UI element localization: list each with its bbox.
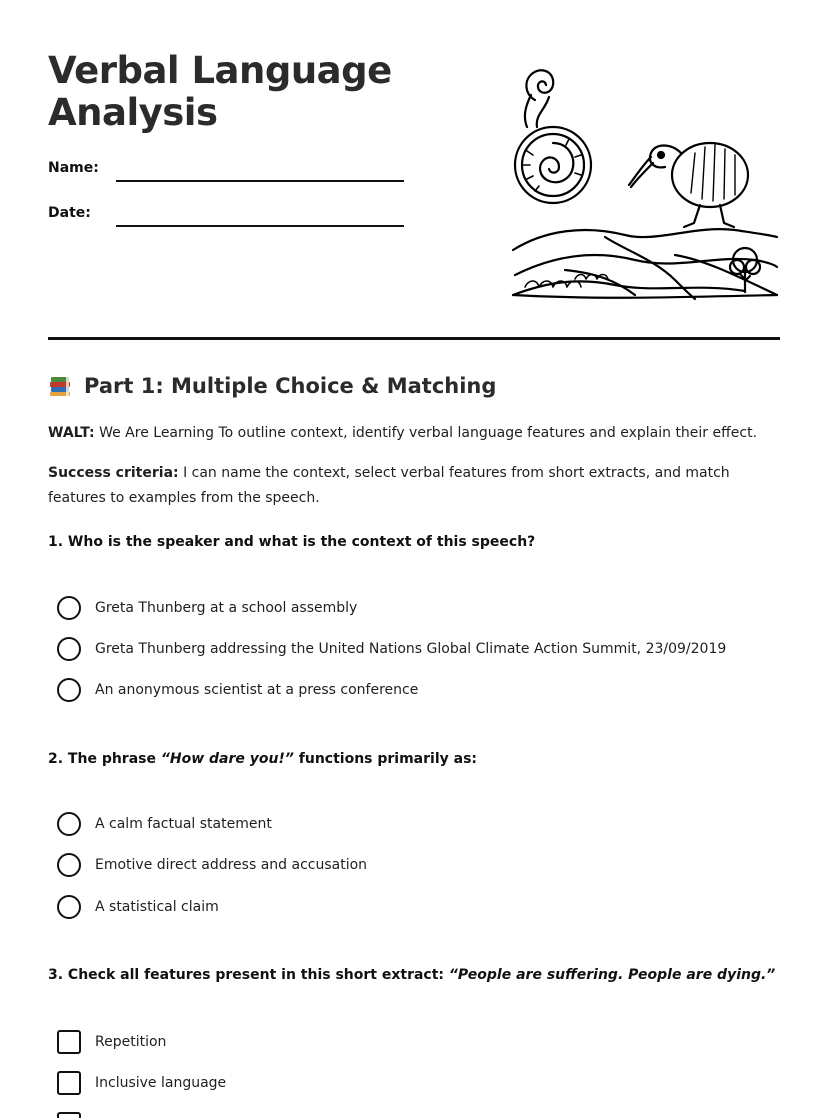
radio-button[interactable] xyxy=(57,596,81,620)
worksheet-header xyxy=(48,49,428,221)
page-title: Verbal Language Analysis xyxy=(48,49,392,134)
question-1: 1. Who is the speaker and what is the context of this speech? xyxy=(48,534,536,550)
q2-option-2[interactable]: Emotive direct address and accusation xyxy=(57,853,367,877)
name-label: Name: xyxy=(48,160,99,176)
q2-option-1[interactable]: A calm factual statement xyxy=(57,812,272,836)
books-icon xyxy=(48,373,74,399)
q2-option-3[interactable]: A statistical claim xyxy=(57,895,219,919)
walt-statement: WALT: We Are Learning To outline context, identify verbal language features and explain their effect. xyxy=(48,425,758,441)
checkbox[interactable] xyxy=(57,1071,81,1095)
date-field[interactable] xyxy=(116,225,404,227)
success-criteria: Success criteria: I can name the context, select verbal features from short extracts, and match features to examples from the speech. xyxy=(48,465,730,506)
section-divider xyxy=(48,337,780,340)
q3-option-2[interactable]: Inclusive language xyxy=(57,1071,226,1095)
radio-button[interactable] xyxy=(57,812,81,836)
radio-button[interactable] xyxy=(57,637,81,661)
radio-button[interactable] xyxy=(57,895,81,919)
q1-option-2[interactable]: Greta Thunberg addressing the United Nations Global Climate Action Summit, 23/09/2019 xyxy=(57,637,726,661)
checkbox[interactable] xyxy=(57,1030,81,1054)
name-field[interactable] xyxy=(116,180,404,182)
koru-kiwi-landscape-illustration xyxy=(505,55,785,315)
part-1-heading: Part 1: Multiple Choice & Matching xyxy=(48,373,496,399)
radio-button[interactable] xyxy=(57,853,81,877)
q3-option-3[interactable] xyxy=(57,1112,95,1118)
radio-button[interactable] xyxy=(57,678,81,702)
question-3: 3. Check all features present in this short extract: “People are suffering. People are dying.” xyxy=(48,967,776,983)
q1-option-3[interactable]: An anonymous scientist at a press conference xyxy=(57,678,418,702)
checkbox[interactable] xyxy=(57,1112,81,1118)
question-2: 2. The phrase “How dare you!” functions primarily as: xyxy=(48,751,478,767)
date-label: Date: xyxy=(48,205,91,221)
q1-option-1[interactable]: Greta Thunberg at a school assembly xyxy=(57,596,357,620)
q3-option-1[interactable]: Repetition xyxy=(57,1030,166,1054)
